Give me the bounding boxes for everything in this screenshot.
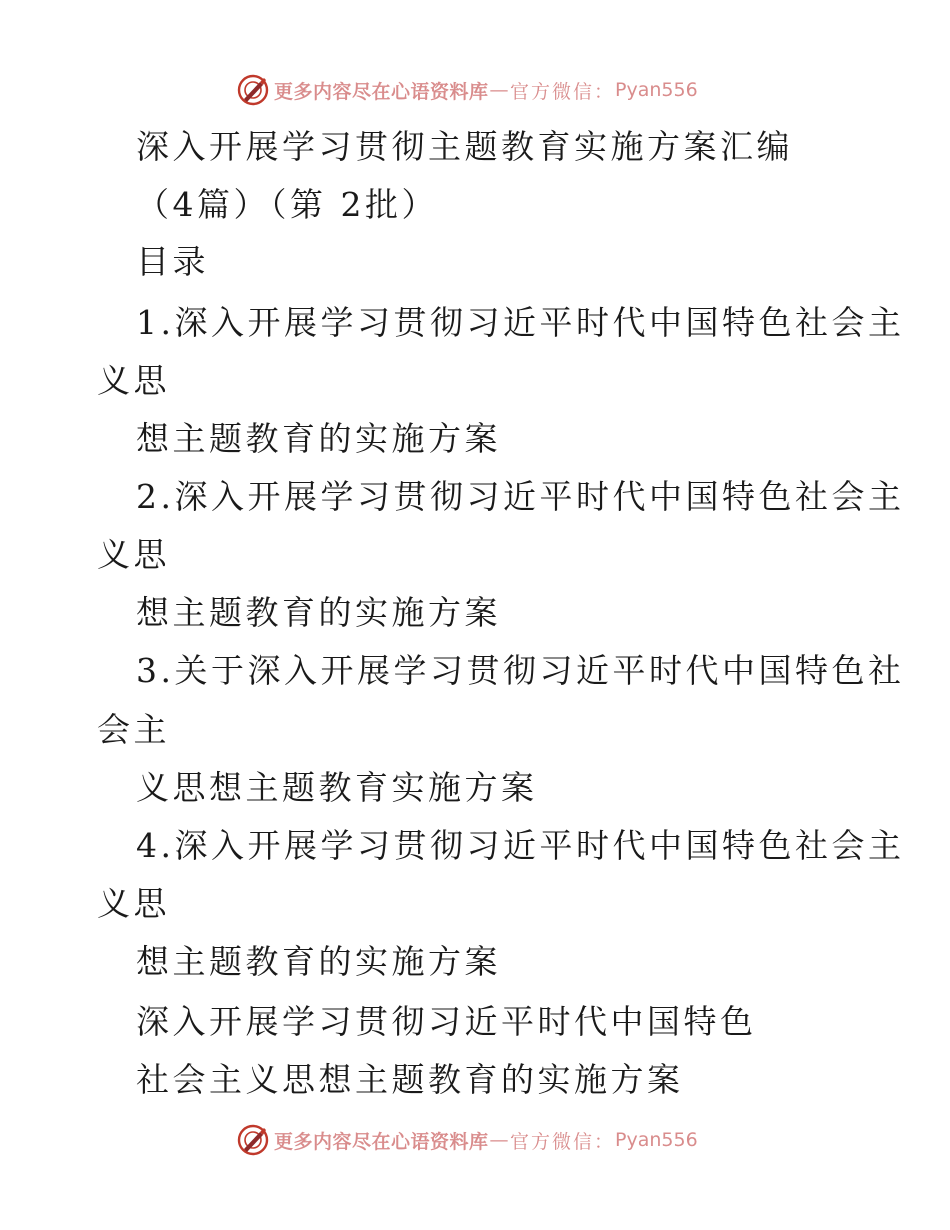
- document-title-line1: 深入开展学习贯彻主题教育实施方案汇编: [136, 127, 793, 166]
- toc-item-2-line-b: 义思: [97, 535, 170, 574]
- toc-item-1-line-a: 1.深入开展学习贯彻习近平时代中国特色社会主: [136, 303, 905, 342]
- toc-item-4-line-a: 4.深入开展学习贯彻习近平时代中国特色社会主: [136, 826, 905, 865]
- toc-heading: 目录: [136, 242, 209, 281]
- watermark-text: 更多内容尽在心语资料库: [274, 80, 489, 103]
- toc-item-2-line-c: 想主题教育的实施方案: [136, 593, 501, 632]
- toc-item-3-line-a: 3.关于深入开展学习贯彻习近平时代中国特色社: [136, 651, 905, 690]
- toc-item-3-line-c: 义思想主题教育实施方案: [136, 768, 538, 807]
- toc-item-3-line-b: 会主: [97, 710, 170, 749]
- toc-item-1-line-b: 义思: [97, 361, 170, 400]
- footer-watermark: [236, 1122, 698, 1158]
- toc-item-4-line-b: 义思: [97, 884, 170, 923]
- watermark-text: 更多内容尽在心语资料库: [274, 1130, 489, 1153]
- section-title-line1: 深入开展学习贯彻习近平时代中国特色: [136, 1002, 757, 1041]
- toc-item-2-line-a: 2.深入开展学习贯彻习近平时代中国特色社会主: [136, 477, 905, 516]
- section-title-line2: 社会主义思想主题教育的实施方案: [136, 1060, 684, 1099]
- toc-item-4-line-c: 想主题教育的实施方案: [136, 942, 501, 981]
- watermark-wechat-id: Pyan556: [615, 1129, 698, 1151]
- watermark-dash: —: [489, 1129, 510, 1151]
- document-title-line2: （4篇）（第 2批）: [136, 185, 438, 224]
- watermark-official-label: 官方微信：: [510, 80, 616, 103]
- watermark-official-label: 官方微信：: [510, 1130, 616, 1153]
- header-watermark: [236, 72, 698, 108]
- pen-logo-icon: [236, 73, 270, 107]
- watermark-wechat-id: Pyan556: [615, 79, 698, 101]
- toc-item-1-line-c: 想主题教育的实施方案: [136, 419, 501, 458]
- watermark-dash: —: [489, 79, 510, 101]
- pen-logo-icon: [236, 1123, 270, 1157]
